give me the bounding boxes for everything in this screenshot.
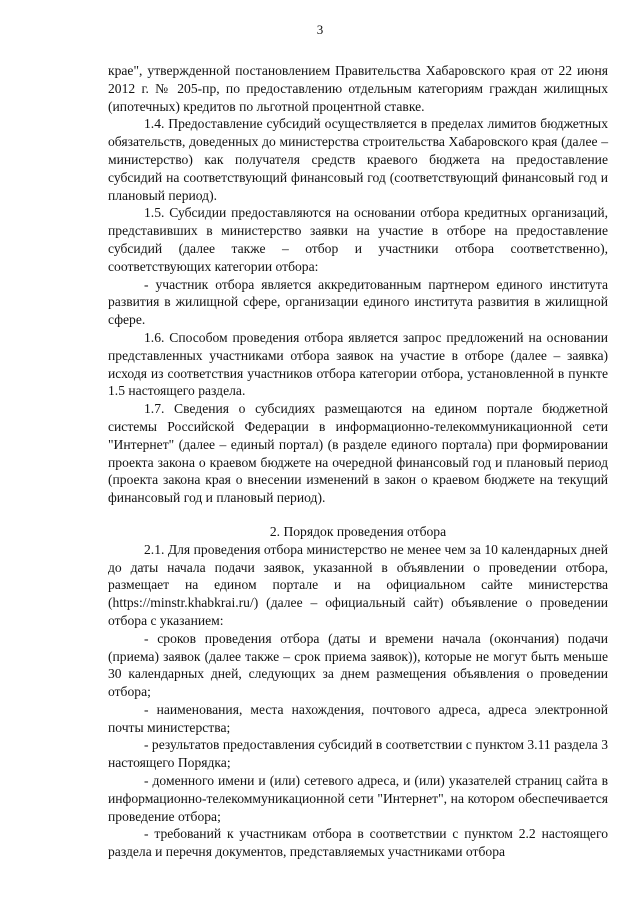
list-item-contacts: - наименования, места нахождения, почтового адреса, адреса электронной почты министерства;	[108, 701, 608, 735]
paragraph-1-6: 1.6. Способом проведения отбора является запрос предложений на основании представленных участниками отбора заявок на участие в отборе (далее – заявка) исходя из соответствия участников отбора категории отбора, установленной в пункте 1.5 настоящего раздела.	[108, 329, 608, 399]
list-item-results: - результатов предоставления субсидий в соответствии с пунктом 3.11 раздела 3 настоящего Порядка;	[108, 737, 608, 771]
document-body	[108, 62, 608, 861]
paragraph-continuation: крае", утвержденной постановлением Правительства Хабаровского края от 22 июня 2012 г. № 205-пр, по предоставлению отдельным категориям граждан жилищных (ипотечных) кредитов по льготной процентной ставке.	[108, 63, 608, 114]
section-heading: 2. Порядок проведения отбора	[269, 523, 447, 539]
paragraph-2-1: 2.1. Для проведения отбора министерство не менее чем за 10 календарных дней до даты начала подачи заявок, указанной в объявлении о проведении отбора, размещает на едином портале и на официальном сайте министерства (https://minstr.khabkrai.ru/) (далее – официальный сайт) объявление о проведении отбора с указанием:	[108, 541, 608, 628]
page-number: 3	[316, 22, 324, 37]
paragraph-1-4: 1.4. Предоставление субсидий осуществляется в пределах лимитов бюджетных обязательств, доведенных до министерства строительства Хабаровского края (далее – министерство) как получателя средств краевого бюджета на предоставление субсидий на соответствующий финансовый год (соответствующий финансовый год и плановый период).	[108, 116, 608, 203]
paragraph-1-5-item: - участник отбора является аккредитованным партнером единого института развития в жилищной сфере, организации единого института развития в жилищной сфере.	[108, 276, 608, 328]
paragraph-1-5: 1.5. Субсидии предоставляются на основании отбора кредитных организаций, представивших в министерство заявки на участие в отборе на предоставление субсидий (далее также – отбор и участники отбора соответственно), соответствующих категории отбора:	[108, 205, 608, 274]
paragraph-1-7: 1.7. Сведения о субсидиях размещаются на едином портале бюджетной системы Российской Федерации в информационно-телекоммуникационной сети "Интернет" (далее – единый портал) (в разделе единого портала) при формировании проекта закона о краевом бюджете на очередной финансовый год и плановый период (проекта закона края о внесении изменений в закон о краевом бюджете на текущий финансовый год и плановый период).	[108, 401, 608, 506]
list-item-terms: - сроков проведения отбора (даты и времени начала (окончания) подачи (приема) заявок (далее также – срок приема заявок)), которые не могут быть меньше 30 календарных дней, следующих за днем размещения объявления о проведении отбора;	[108, 630, 608, 700]
list-item-requirements: - требований к участникам отбора в соответствии с пунктом 2.2 настоящего раздела и перечня документов, представляемых участниками отбора	[108, 826, 608, 860]
list-item-domain: - доменного имени и (или) сетевого адреса, и (или) указателей страниц сайта в информационно-телекоммуникационной сети "Интернет", на котором обеспечивается проведение отбора;	[108, 773, 608, 824]
